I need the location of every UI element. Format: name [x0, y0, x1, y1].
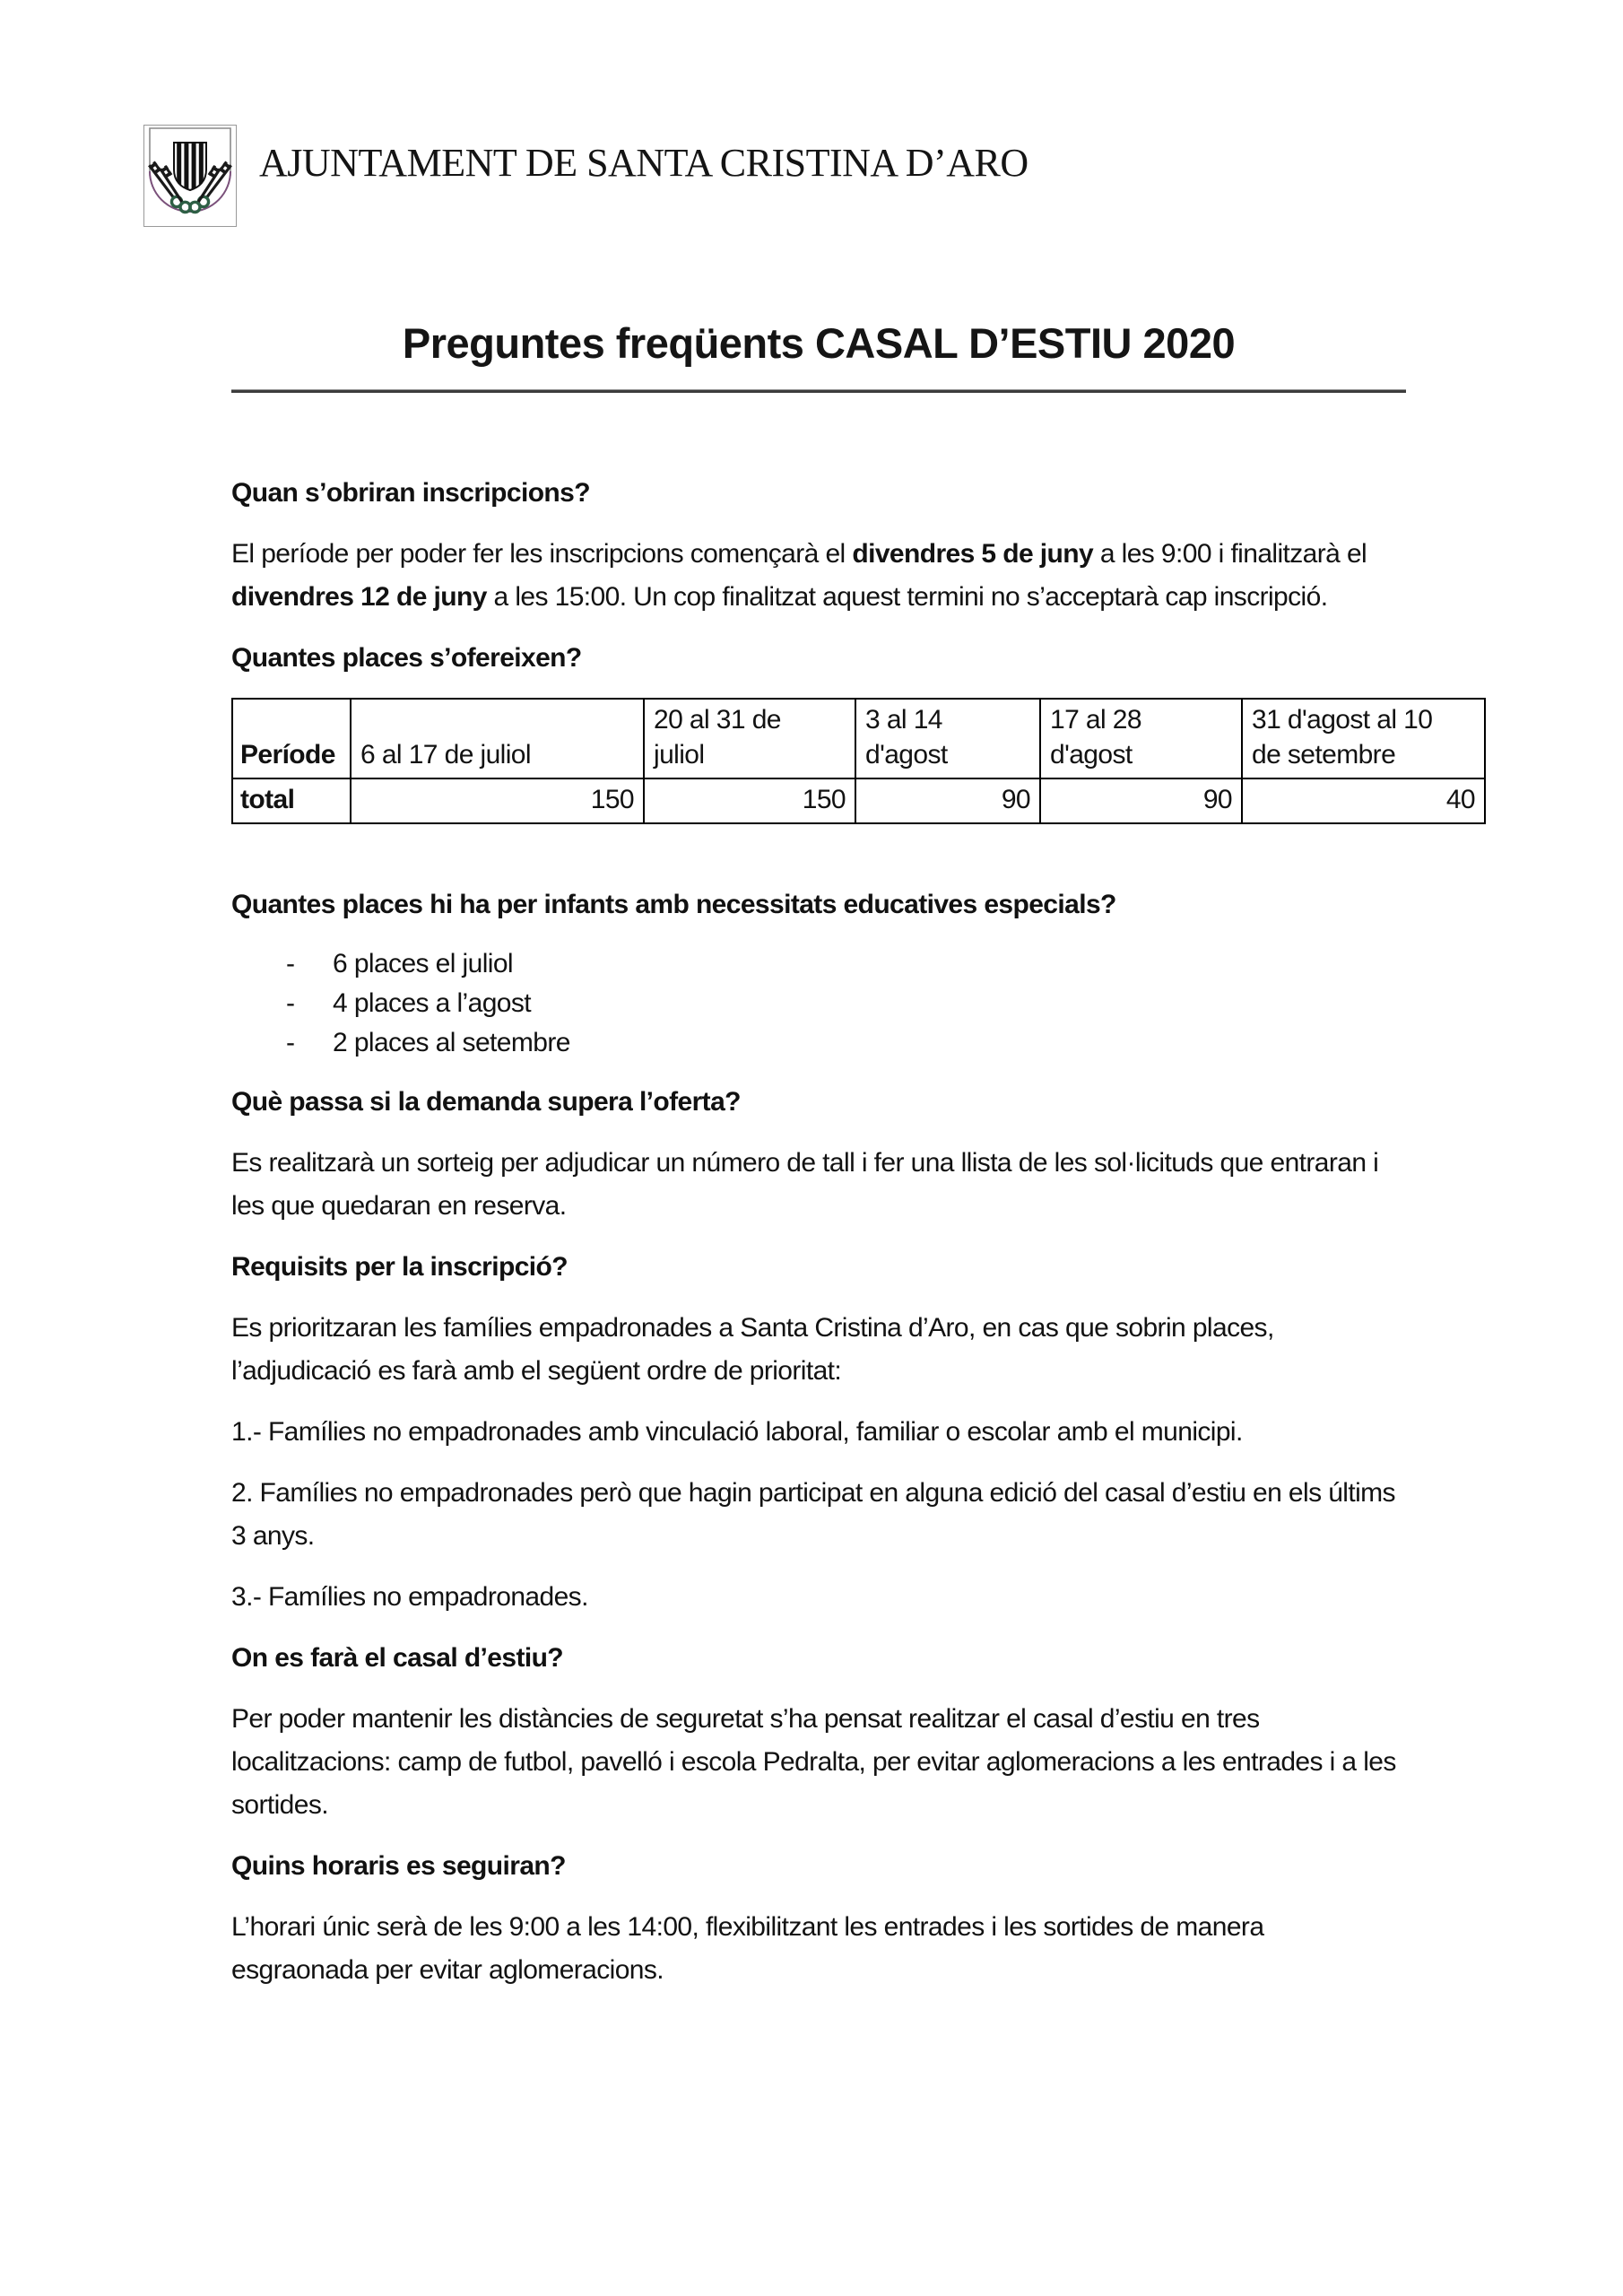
table-total-cell: 40 — [1242, 778, 1485, 823]
faq-question-places: Quantes places s’ofereixen? — [231, 643, 582, 673]
list-dash: - — [286, 988, 295, 1018]
answer-run-bold: divendres 5 de juny — [852, 539, 1094, 569]
requisits-intro: Es prioritzaran les famílies empadronades a Santa Cristina d’Aro, en cas que sobrin places, l’adjudicació es farà amb el següent ordre de prioritat: — [231, 1313, 1274, 1386]
priority-rule-3: 3.- Famílies no empadronades. — [231, 1582, 588, 1612]
table-total-cell: 150 — [644, 778, 855, 823]
faq-answer-horaris: L’horari únic serà de les 9:00 a les 14:00, flexibilitzant les entrades i les sortides de manera esgraonada per evitar aglomeracions. — [231, 1912, 1264, 1985]
title-divider — [231, 389, 1406, 393]
table-total-cell: 90 — [1040, 778, 1242, 823]
list-item — [231, 1023, 1406, 1063]
list-item — [231, 984, 1406, 1023]
faq-question-horaris: Quins horaris es seguiran? — [231, 1851, 566, 1881]
list-item-text: 4 places a l’agost — [333, 988, 532, 1018]
places-table — [231, 698, 1486, 824]
table-total-cell: 150 — [351, 778, 644, 823]
list-item-text: 6 places el juliol — [333, 949, 513, 978]
table-row-periods — [232, 699, 1485, 778]
table-period-cell: 17 al 28 d'agost — [1040, 699, 1242, 778]
table-period-cell: 3 al 14 d'agost — [855, 699, 1040, 778]
table-row-totals — [232, 778, 1485, 823]
table-period-cell: 20 al 31 de juliol — [644, 699, 855, 778]
answer-run-bold: divendres 12 de juny — [231, 582, 487, 612]
table-period-cell: 6 al 17 de juliol — [351, 699, 644, 778]
table-row-label-periode: Període — [232, 699, 351, 778]
nee-places-list — [231, 944, 1406, 1063]
faq-question-inscripcions: Quan s’obriran inscripcions? — [231, 478, 590, 508]
priority-rule-1: 1.- Famílies no empadronades amb vinculació laboral, familiar o escolar amb el municipi. — [231, 1417, 1243, 1447]
list-item-text: 2 places al setembre — [333, 1028, 570, 1057]
list-dash: - — [286, 1028, 295, 1057]
answer-run: a les 15:00. Un cop finalitzat aquest termini no s’acceptarà cap inscripció. — [486, 582, 1328, 612]
answer-run: El període per poder fer les inscripcions començarà el — [231, 539, 853, 569]
answer-run: a les 9:00 i finalitzarà el — [1093, 539, 1367, 569]
faq-question-nee: Quantes places hi ha per infants amb necessitats educatives especials? — [231, 890, 1116, 919]
faq-answer-demanda: Es realitzarà un sorteig per adjudicar un número de tall i fer una llista de les sol·licituds que entraran i les que quedaran en reserva. — [231, 1148, 1379, 1221]
table-row-label-total: total — [232, 778, 351, 823]
faq-answer-inscripcions — [231, 533, 1406, 619]
table-period-cell: 31 d'agost al 10 de setembre — [1242, 699, 1485, 778]
priority-rule-2: 2. Famílies no empadronades però que hagin participat en alguna edició del casal d’estiu en els últims 3 anys. — [231, 1478, 1395, 1551]
coat-of-arms-icon — [145, 126, 235, 225]
page-title: Preguntes freqüents CASAL D’ESTIU 2020 — [402, 319, 1236, 367]
logo-frame — [143, 125, 237, 227]
org-name: AJUNTAMENT DE SANTA CRISTINA D’ARO — [259, 141, 1028, 185]
faq-question-localitzacio: On es farà el casal d’estiu? — [231, 1643, 564, 1673]
list-dash: - — [286, 949, 295, 978]
faq-answer-localitzacio: Per poder mantenir les distàncies de seguretat s’ha pensat realitzar el casal d’estiu en tres localitzacions: camp de futbol, pavelló i escola Pedralta, per evitar aglomeracions a les entrades i a les sortides. — [231, 1704, 1396, 1820]
list-item — [231, 944, 1406, 984]
faq-question-requisits: Requisits per la inscripció? — [231, 1252, 568, 1282]
table-total-cell: 90 — [855, 778, 1040, 823]
faq-question-demanda: Què passa si la demanda supera l’oferta? — [231, 1087, 741, 1117]
document-content — [231, 315, 1475, 2010]
